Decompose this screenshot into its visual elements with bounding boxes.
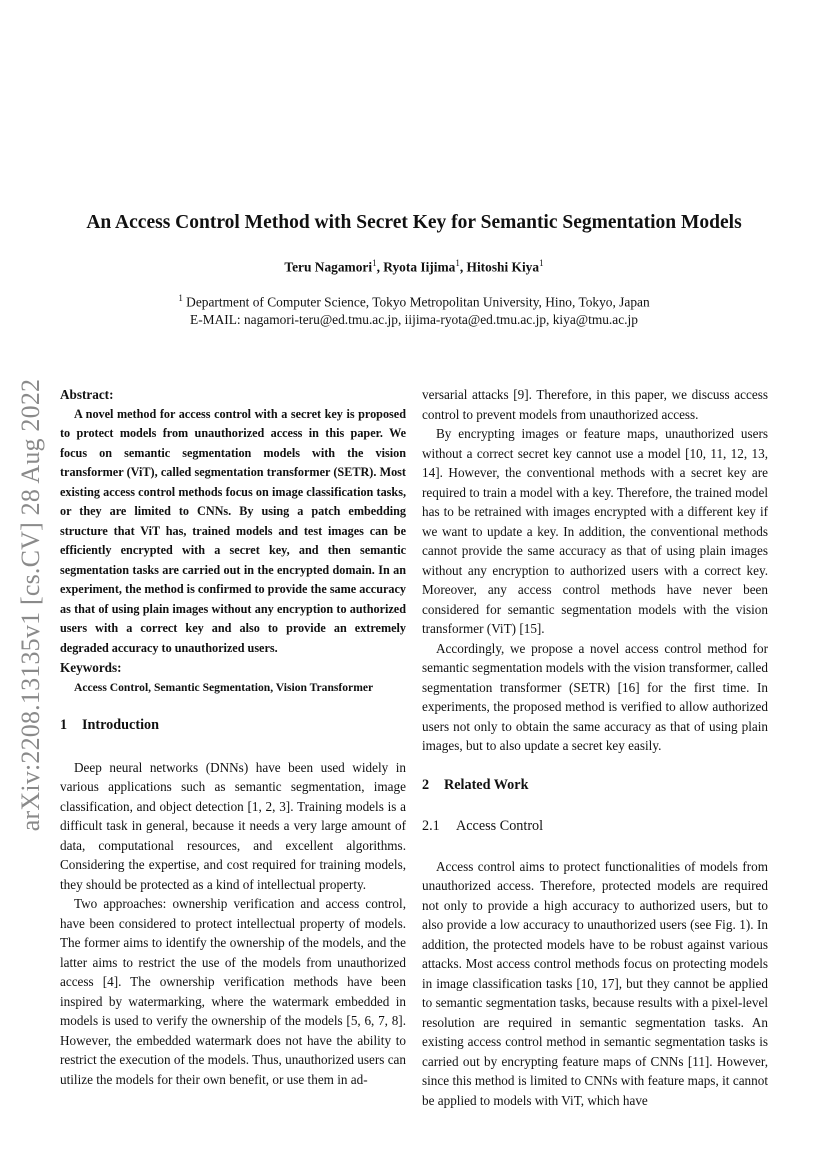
intro-paragraph-2-continuation xyxy=(422,385,768,1110)
author-list: Teru Nagamori$^1$, Ryota Iijima$^1$, Hitoshi Kiya$^1$ xyxy=(284,258,544,275)
section-heading-related-work: 2 Related Work xyxy=(422,776,529,793)
author-affiliation-mark: 1 xyxy=(372,258,377,268)
intro-paragraph-3: By encrypting images or feature maps, unauthorized users without a correct secret key cannot use a model [10, 11, 12, 13, 14]. However, the conventional methods with a secret key are required to train a model with a key. Therefore, the trained model has to be retrained with images encrypted with a different key if we want to update a key. In addition, the conventional methods cannot provide the same accuracy as that of using plain images without any encryption to authorized users with a correct key. Moreover, any access control methods have never been considered for semantic segmentation models with the vision transformer (ViT) [15]. xyxy=(422,426,768,636)
intro-paragraph-2-tail: versarial attacks [9]. Therefore, in this paper, we discuss access control to prevent models from unauthorized access. xyxy=(422,387,768,422)
subsection-heading-access-control: 2.1 Access Control xyxy=(422,818,544,834)
affiliation-emails: E-MAIL: nagamori-teru@ed.tmu.ac.jp, iijima-ryota@ed.tmu.ac.jp, kiya@tmu.ac.jp xyxy=(190,312,638,328)
arxiv-identifier xyxy=(11,355,51,855)
affiliation-department: Department of Computer Science, Tokyo Metropolitan University, Hino, Tokyo, Japan xyxy=(186,294,650,310)
paper-title: An Access Control Method with Secret Key for Semantic Segmentation Models xyxy=(86,212,742,233)
abstract-text: A novel method for access control with a secret key is proposed to protect models from unauthorized access in this paper. We focus on semantic segmentation models with the vision transformer (ViT), called segmentation transformer (SETR). Most existing access control methods focus on image classification tasks, or they are limited to CNNs. By using a patch embedding structure that ViT has, trained models and test images can be efficiently encrypted with a secret key, and then semantic segmentation tasks are carried out in the encrypted domain. In an experiment, the method is confirmed to provide the same accuracy as that of using plain images without any encryption to authorized users with a correct key and also to provide an extremely degraded accuracy to unauthorized users. xyxy=(60,406,406,655)
author-name: Hitoshi Kiya xyxy=(466,259,540,275)
intro-paragraph-4: Accordingly, we propose a novel access control method for semantic segmentation models with the vision transformer, called segmentation transformer (SETR) [16] for the first time. In experiments, the proposed method is verified to allow authorized users not only to obtain the same accuracy as that of using plain images, but to also update a secret key easily. xyxy=(422,640,768,753)
author-name: Ryota Iijima xyxy=(383,259,456,275)
section-heading-introduction: 1 Introduction xyxy=(60,717,159,733)
abstract-heading: Abstract: xyxy=(60,387,114,402)
arxiv-identifier-text: arXiv:2208.13135v1 [cs.CV] 28 Aug 2022 xyxy=(16,378,45,832)
author-name: Teru Nagamori xyxy=(284,259,373,275)
keywords-heading: Keywords: xyxy=(60,660,122,675)
author-affiliation-mark: 1 xyxy=(539,258,544,268)
keywords-text: Access Control, Semantic Segmentation, Vision Transformer xyxy=(74,680,374,694)
author-affiliation-mark: 1 xyxy=(455,258,460,268)
affiliation-mark: 1 xyxy=(178,293,183,303)
intro-paragraph-2: Two approaches: ownership verification and access control, have been considered to protect intellectual property of models. The former aims to identify the ownership of the models, and the latter aims to restrict the use of the models from unauthorized access [4]. The ownership verification methods have been inspired by watermarking, where the watermark embedded in models is used to verify the ownership of the models [5, 6, 7, 8]. However, the embedded watermark does not have the ability to restrict the execution of the models. Thus, unauthorized users can utilize the models for their own benefit, or use them in ad- xyxy=(60,896,406,1087)
affiliation-block xyxy=(0,289,828,329)
left-column xyxy=(60,385,406,1089)
intro-paragraph-1: Deep neural networks (DNNs) have been used widely in various applications such as semantic segmentation, image classification, and object detection [1, 2, 3]. Training models is a difficult task in general, because it needs a very large amount of data, computational resources, and excellent algorithms. Considering the expertise, and cost required for training models, they should be protected as a kind of intellectual property. xyxy=(60,759,406,892)
access-control-paragraph-1: Access control aims to protect functionalities of models from unauthorized access. Therefore, protected models are required not only to provide a high accuracy to authorized users, but to also provide a low accuracy to unauthorized users (see Fig. 1). In addition, the protected models have to be robust against various attacks. Most access control methods focus on protecting models in image classification tasks [10, 17], but they cannot be applied to semantic segmentation tasks, because results with a pixel-level resolution are required in semantic segmentation tasks. An existing access control method in semantic segmentation tasks is carried out by encrypting feature maps of CNNs [11]. However, since this method is limited to CNNs with feature maps, it cannot be applied to models with ViT, which have xyxy=(422,858,768,1108)
right-column xyxy=(422,385,768,1110)
